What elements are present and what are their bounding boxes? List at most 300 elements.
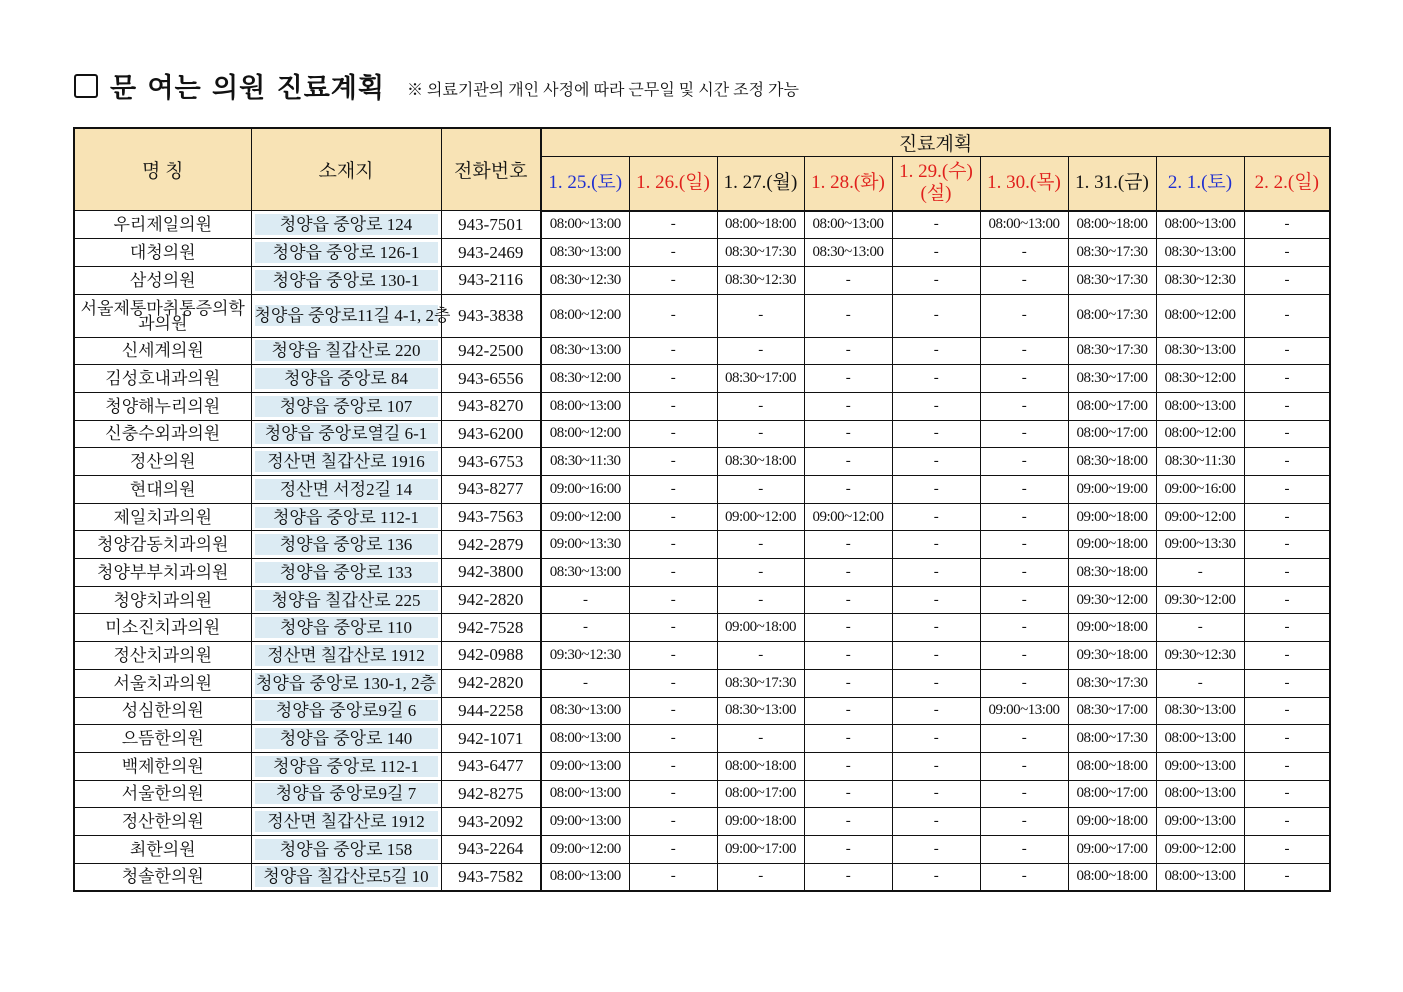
schedule-cell: - — [1244, 448, 1330, 476]
schedule-cell: 08:00~12:00 — [541, 420, 629, 448]
clinic-phone: 942-2820 — [441, 669, 541, 697]
clinic-address — [251, 669, 441, 697]
table-row — [74, 669, 1330, 697]
schedule-cell: - — [1244, 211, 1330, 239]
title-row — [74, 66, 799, 105]
schedule-cell: - — [629, 420, 717, 448]
clinic-address — [251, 337, 441, 365]
clinic-address — [251, 365, 441, 393]
clinic-address — [251, 476, 441, 504]
schedule-cell: 09:00~13:30 — [541, 531, 629, 559]
clinic-address-text: 청양읍 중앙로 140 — [255, 728, 438, 749]
disclaimer-note: ※ 의료기관의 개인 사정에 따라 근무일 및 시간 조정 가능 — [406, 82, 799, 99]
schedule-cell: 08:30~17:00 — [1068, 697, 1156, 725]
schedule-cell: - — [980, 239, 1068, 267]
schedule-cell: 08:00~13:00 — [541, 211, 629, 239]
schedule-cell: - — [804, 697, 892, 725]
schedule-cell: - — [629, 863, 717, 891]
clinic-address-text: 청양읍 중앙로11길 4-1, 2층 — [254, 306, 451, 326]
schedule-cell: - — [629, 476, 717, 504]
table-row — [74, 780, 1330, 808]
schedule-cell: - — [892, 559, 980, 587]
schedule-cell: - — [629, 642, 717, 670]
clinic-address — [251, 586, 441, 614]
schedule-cell: - — [804, 752, 892, 780]
schedule-cell: 08:30~12:00 — [1156, 365, 1244, 393]
schedule-cell: - — [717, 337, 804, 365]
table-row — [74, 365, 1330, 393]
checkbox-icon — [74, 74, 98, 98]
table-row — [74, 476, 1330, 504]
schedule-cell: - — [804, 586, 892, 614]
table-row — [74, 863, 1330, 891]
schedule-cell: 09:00~19:00 — [1068, 476, 1156, 504]
clinic-phone: 943-8270 — [441, 392, 541, 420]
schedule-cell: 09:00~16:00 — [1156, 476, 1244, 504]
schedule-cell: 08:30~12:30 — [541, 266, 629, 294]
clinic-name: 으뜸한의원 — [74, 725, 251, 753]
schedule-cell: - — [1244, 239, 1330, 267]
schedule-cell: - — [892, 266, 980, 294]
schedule-cell: - — [1156, 669, 1244, 697]
schedule-cell: - — [1156, 559, 1244, 587]
schedule-cell: - — [804, 392, 892, 420]
schedule-cell: 09:30~12:30 — [541, 642, 629, 670]
clinic-name: 신세계의원 — [74, 337, 251, 365]
table-row — [74, 725, 1330, 753]
clinic-address-text: 청양읍 중앙로 110 — [255, 617, 438, 638]
schedule-cell: - — [1244, 697, 1330, 725]
schedule-cell: - — [804, 266, 892, 294]
schedule-cell: - — [1244, 642, 1330, 670]
table-row — [74, 808, 1330, 836]
schedule-cell: - — [717, 392, 804, 420]
schedule-cell: - — [1244, 669, 1330, 697]
schedule-cell: - — [892, 586, 980, 614]
schedule-cell: - — [1244, 531, 1330, 559]
schedule-cell: - — [629, 835, 717, 863]
clinic-address-text: 정산면 칠갑산로 1916 — [255, 451, 438, 472]
schedule-cell: 08:30~17:30 — [1068, 669, 1156, 697]
schedule-cell: 08:30~17:30 — [1068, 337, 1156, 365]
schedule-cell: - — [980, 642, 1068, 670]
table-row — [74, 337, 1330, 365]
schedule-cell: 08:00~13:00 — [541, 392, 629, 420]
schedule-cell: - — [1244, 808, 1330, 836]
schedule-cell: 08:00~13:00 — [980, 211, 1068, 239]
schedule-cell: - — [892, 669, 980, 697]
clinic-address-text: 정산면 칠갑산로 1912 — [255, 811, 438, 832]
schedule-cell: - — [980, 863, 1068, 891]
schedule-cell: - — [892, 420, 980, 448]
schedule-cell: - — [804, 559, 892, 587]
clinic-phone: 942-2500 — [441, 337, 541, 365]
schedule-cell: 09:00~13:00 — [1156, 808, 1244, 836]
schedule-cell: - — [629, 614, 717, 642]
schedule-cell: 08:00~13:00 — [804, 211, 892, 239]
clinic-phone: 943-7582 — [441, 863, 541, 891]
schedule-cell: - — [1244, 365, 1330, 393]
clinic-address — [251, 697, 441, 725]
schedule-cell: - — [892, 239, 980, 267]
schedule-cell: 09:00~18:00 — [1068, 503, 1156, 531]
clinic-address — [251, 780, 441, 808]
clinic-name: 대청의원 — [74, 239, 251, 267]
date-label: 1. 27.(월) — [723, 172, 798, 194]
schedule-cell: - — [892, 780, 980, 808]
schedule-cell: - — [892, 808, 980, 836]
schedule-cell: - — [541, 614, 629, 642]
schedule-cell: 09:00~13:00 — [1156, 752, 1244, 780]
schedule-cell: 08:30~18:00 — [1068, 448, 1156, 476]
schedule-cell: 08:30~13:00 — [804, 239, 892, 267]
schedule-cell: - — [980, 420, 1068, 448]
schedule-cell: 08:30~17:30 — [1068, 239, 1156, 267]
schedule-cell: - — [717, 420, 804, 448]
schedule-cell: - — [980, 725, 1068, 753]
table-row — [74, 239, 1330, 267]
schedule-cell: 08:00~13:00 — [541, 863, 629, 891]
schedule-cell: - — [1244, 863, 1330, 891]
clinic-phone: 943-6477 — [441, 752, 541, 780]
schedule-cell: 08:30~13:00 — [541, 239, 629, 267]
clinic-address-text: 청양읍 칠갑산로 225 — [255, 590, 438, 611]
schedule-cell: - — [892, 614, 980, 642]
schedule-cell: 08:00~12:00 — [541, 294, 629, 337]
clinic-address — [251, 725, 441, 753]
schedule-cell: - — [541, 669, 629, 697]
clinic-phone: 943-2092 — [441, 808, 541, 836]
table-row — [74, 752, 1330, 780]
schedule-cell: - — [541, 586, 629, 614]
clinic-phone: 943-3838 — [441, 294, 541, 337]
schedule-cell: - — [980, 337, 1068, 365]
schedule-cell: - — [980, 780, 1068, 808]
header-name: 명 칭 — [74, 128, 251, 211]
date-header — [892, 157, 980, 211]
schedule-cell: 09:00~12:00 — [541, 835, 629, 863]
schedule-cell: 09:00~18:00 — [1068, 614, 1156, 642]
table-row — [74, 586, 1330, 614]
schedule-cell: - — [804, 835, 892, 863]
schedule-cell: - — [804, 669, 892, 697]
date-header — [541, 157, 629, 211]
schedule-cell: - — [629, 211, 717, 239]
clinic-phone: 943-2116 — [441, 266, 541, 294]
schedule-cell: 09:00~12:00 — [541, 503, 629, 531]
clinic-address — [251, 392, 441, 420]
clinic-address — [251, 614, 441, 642]
clinic-address — [251, 642, 441, 670]
clinic-name: 미소진치과의원 — [74, 614, 251, 642]
date-header — [980, 157, 1068, 211]
schedule-cell: 08:30~12:30 — [717, 266, 804, 294]
table-row — [74, 614, 1330, 642]
schedule-cell: - — [892, 752, 980, 780]
date-header — [1244, 157, 1330, 211]
schedule-cell: 09:30~12:00 — [1068, 586, 1156, 614]
clinic-phone: 943-6753 — [441, 448, 541, 476]
schedule-cell: - — [892, 365, 980, 393]
schedule-cell: 08:30~17:30 — [717, 239, 804, 267]
schedule-cell: 08:30~13:00 — [1156, 697, 1244, 725]
schedule-cell: 08:00~13:00 — [1156, 211, 1244, 239]
schedule-cell: 08:30~13:00 — [1156, 337, 1244, 365]
clinic-phone: 944-2258 — [441, 697, 541, 725]
schedule-cell: 08:00~17:00 — [1068, 780, 1156, 808]
schedule-cell: - — [980, 669, 1068, 697]
schedule-cell: 08:30~17:30 — [1068, 266, 1156, 294]
clinic-name: 김성호내과의원 — [74, 365, 251, 393]
schedule-cell: - — [1244, 835, 1330, 863]
schedule-cell: - — [629, 752, 717, 780]
schedule-cell: 08:30~13:00 — [541, 697, 629, 725]
schedule-cell: - — [980, 614, 1068, 642]
schedule-cell: - — [980, 559, 1068, 587]
schedule-cell: - — [892, 337, 980, 365]
date-header — [804, 157, 892, 211]
schedule-cell: - — [892, 392, 980, 420]
clinic-address — [251, 294, 451, 337]
clinic-address-text: 청양읍 중앙로 130-1 — [255, 270, 438, 291]
schedule-cell: - — [629, 503, 717, 531]
clinic-phone: 942-2879 — [441, 531, 541, 559]
schedule-cell: - — [804, 725, 892, 753]
schedule-cell: 09:00~18:00 — [1068, 531, 1156, 559]
schedule-cell: - — [1156, 614, 1244, 642]
schedule-cell: - — [804, 337, 892, 365]
table-row — [74, 420, 1330, 448]
schedule-cell: 08:30~18:00 — [717, 448, 804, 476]
schedule-cell: - — [804, 808, 892, 836]
schedule-cell: 09:00~13:00 — [541, 808, 629, 836]
clinic-address-text: 청양읍 중앙로 133 — [255, 562, 438, 583]
schedule-cell: - — [892, 863, 980, 891]
clinic-phone: 943-6200 — [441, 420, 541, 448]
schedule-cell: - — [804, 863, 892, 891]
schedule-cell: - — [1244, 725, 1330, 753]
schedule-cell: 08:00~13:00 — [1156, 725, 1244, 753]
schedule-cell: - — [980, 476, 1068, 504]
date-label: 1. 29.(수) — [899, 161, 973, 183]
clinic-name: 제일치과의원 — [74, 503, 251, 531]
schedule-cell: 09:30~12:00 — [1156, 586, 1244, 614]
date-header — [1156, 157, 1244, 211]
clinic-address — [251, 531, 441, 559]
clinic-name: 서울제통마취통증의학과의원 — [74, 294, 251, 337]
clinic-address — [251, 808, 441, 836]
date-label: 1. 28.(화) — [811, 172, 885, 194]
date-label: 1. 26.(일) — [636, 172, 710, 194]
table-row — [74, 503, 1330, 531]
table-body — [74, 211, 1330, 892]
schedule-cell: - — [804, 448, 892, 476]
date-label: 1. 31.(금) — [1075, 172, 1149, 194]
table-row — [74, 697, 1330, 725]
schedule-cell: - — [717, 559, 804, 587]
schedule-cell: 09:00~13:00 — [980, 697, 1068, 725]
schedule-cell: 08:00~18:00 — [1068, 863, 1156, 891]
schedule-cell: - — [1244, 503, 1330, 531]
schedule-cell: - — [717, 863, 804, 891]
clinic-name: 성심한의원 — [74, 697, 251, 725]
schedule-cell: 09:00~17:00 — [1068, 835, 1156, 863]
schedule-cell: - — [717, 294, 804, 337]
schedule-cell: 09:00~16:00 — [541, 476, 629, 504]
clinic-name: 청양해누리의원 — [74, 392, 251, 420]
schedule-cell: - — [804, 476, 892, 504]
schedule-cell: - — [629, 392, 717, 420]
schedule-cell: 08:30~13:00 — [541, 559, 629, 587]
schedule-cell: - — [629, 365, 717, 393]
schedule-cell: - — [804, 365, 892, 393]
schedule-cell: - — [1244, 476, 1330, 504]
schedule-cell: 08:00~17:30 — [1068, 294, 1156, 337]
clinic-phone: 942-7528 — [441, 614, 541, 642]
clinic-address-text: 청양읍 중앙로 158 — [255, 839, 438, 860]
clinic-schedule-table — [73, 127, 1331, 892]
schedule-cell: 08:00~18:00 — [717, 211, 804, 239]
date-header — [717, 157, 804, 211]
schedule-cell: 08:00~18:00 — [1068, 752, 1156, 780]
clinic-address-text: 청양읍 중앙로 107 — [255, 396, 438, 417]
schedule-cell: 08:00~13:00 — [541, 780, 629, 808]
schedule-cell: 08:30~17:00 — [1068, 365, 1156, 393]
schedule-cell: 09:00~18:00 — [1068, 808, 1156, 836]
clinic-name: 최한의원 — [74, 835, 251, 863]
clinic-name: 정산의원 — [74, 448, 251, 476]
clinic-address-text: 청양읍 칠갑산로 220 — [255, 340, 438, 361]
clinic-name: 신충수외과의원 — [74, 420, 251, 448]
clinic-phone: 943-2264 — [441, 835, 541, 863]
schedule-cell: - — [629, 239, 717, 267]
schedule-cell: - — [629, 531, 717, 559]
clinic-phone: 942-8275 — [441, 780, 541, 808]
schedule-cell: 08:30~13:00 — [1156, 239, 1244, 267]
clinic-name: 우리제일의원 — [74, 211, 251, 239]
clinic-address-text: 청양읍 중앙로 126-1 — [255, 242, 438, 263]
schedule-cell: 08:30~13:00 — [541, 337, 629, 365]
date-label: 2. 1.(토) — [1167, 172, 1233, 194]
schedule-cell: 08:00~18:00 — [1068, 211, 1156, 239]
schedule-cell: - — [892, 642, 980, 670]
clinic-address-text: 청양읍 중앙로 84 — [255, 368, 438, 389]
clinic-address — [251, 448, 441, 476]
schedule-cell: 08:30~11:30 — [1156, 448, 1244, 476]
schedule-cell: 08:00~13:00 — [1156, 392, 1244, 420]
schedule-cell: - — [1244, 559, 1330, 587]
table-row — [74, 294, 1330, 337]
schedule-cell: - — [1244, 420, 1330, 448]
schedule-cell: - — [980, 586, 1068, 614]
schedule-cell: - — [980, 294, 1068, 337]
table-row — [74, 835, 1330, 863]
table-row — [74, 531, 1330, 559]
schedule-cell: - — [629, 294, 717, 337]
schedule-cell: - — [717, 642, 804, 670]
clinic-address — [251, 211, 441, 239]
schedule-cell: - — [629, 266, 717, 294]
schedule-cell: - — [629, 808, 717, 836]
clinic-address-text: 청양읍 중앙로 112-1 — [255, 507, 438, 528]
schedule-cell: 09:00~13:30 — [1156, 531, 1244, 559]
schedule-cell: 08:00~17:00 — [1068, 392, 1156, 420]
clinic-name: 현대의원 — [74, 476, 251, 504]
schedule-cell: - — [629, 697, 717, 725]
clinic-name: 삼성의원 — [74, 266, 251, 294]
schedule-cell: - — [892, 294, 980, 337]
clinic-name: 서울치과의원 — [74, 669, 251, 697]
schedule-cell: 09:00~17:00 — [717, 835, 804, 863]
date-header — [1068, 157, 1156, 211]
clinic-address — [251, 266, 441, 294]
schedule-cell: - — [804, 642, 892, 670]
schedule-cell: 08:00~17:00 — [717, 780, 804, 808]
schedule-cell: - — [1244, 614, 1330, 642]
schedule-cell: - — [980, 365, 1068, 393]
clinic-name: 청양감동치과의원 — [74, 531, 251, 559]
schedule-cell: 08:30~13:00 — [717, 697, 804, 725]
date-header — [629, 157, 717, 211]
clinic-address-text: 청양읍 중앙로9길 6 — [255, 700, 438, 721]
schedule-cell: 08:00~12:00 — [1156, 420, 1244, 448]
header-plan: 진료계획 — [541, 128, 1330, 157]
schedule-cell: - — [629, 337, 717, 365]
schedule-cell: - — [1244, 337, 1330, 365]
schedule-cell: 08:00~12:00 — [1156, 294, 1244, 337]
schedule-cell: - — [980, 448, 1068, 476]
clinic-phone: 943-8277 — [441, 476, 541, 504]
clinic-address-text: 청양읍 중앙로 136 — [255, 534, 438, 555]
clinic-address-text: 청양읍 중앙로 112-1 — [255, 756, 438, 777]
schedule-cell: 09:00~18:00 — [717, 614, 804, 642]
clinic-name: 청솔한의원 — [74, 863, 251, 891]
schedule-cell: 08:30~11:30 — [541, 448, 629, 476]
schedule-cell: - — [892, 531, 980, 559]
schedule-cell: - — [892, 697, 980, 725]
schedule-cell: - — [892, 725, 980, 753]
schedule-cell: 09:00~12:00 — [804, 503, 892, 531]
schedule-cell: - — [1244, 752, 1330, 780]
clinic-phone: 942-3800 — [441, 559, 541, 587]
schedule-cell: 08:00~13:00 — [1156, 780, 1244, 808]
schedule-cell: - — [1244, 294, 1330, 337]
schedule-cell: - — [980, 752, 1068, 780]
schedule-cell: 08:30~17:30 — [717, 669, 804, 697]
schedule-cell: - — [1244, 586, 1330, 614]
clinic-address-text: 청양읍 중앙로9길 7 — [255, 783, 438, 804]
clinic-phone: 943-7501 — [441, 211, 541, 239]
clinic-address-text: 청양읍 중앙로 124 — [255, 214, 438, 235]
clinic-address — [251, 503, 441, 531]
clinic-address-text: 청양읍 중앙로 130-1, 2층 — [255, 673, 437, 693]
clinic-address-text: 청양읍 칠갑산로5길 10 — [255, 866, 438, 887]
schedule-cell: - — [629, 669, 717, 697]
clinic-phone: 943-7563 — [441, 503, 541, 531]
table-row — [74, 392, 1330, 420]
schedule-cell: - — [717, 476, 804, 504]
clinic-name: 정산한의원 — [74, 808, 251, 836]
clinic-phone: 943-2469 — [441, 239, 541, 267]
schedule-cell: 08:00~17:00 — [1068, 420, 1156, 448]
schedule-cell: - — [804, 531, 892, 559]
schedule-cell: - — [629, 586, 717, 614]
clinic-name: 서울한의원 — [74, 780, 251, 808]
schedule-cell: - — [980, 808, 1068, 836]
clinic-phone: 942-1071 — [441, 725, 541, 753]
clinic-address — [251, 420, 441, 448]
date-label: 1. 30.(목) — [987, 172, 1061, 194]
